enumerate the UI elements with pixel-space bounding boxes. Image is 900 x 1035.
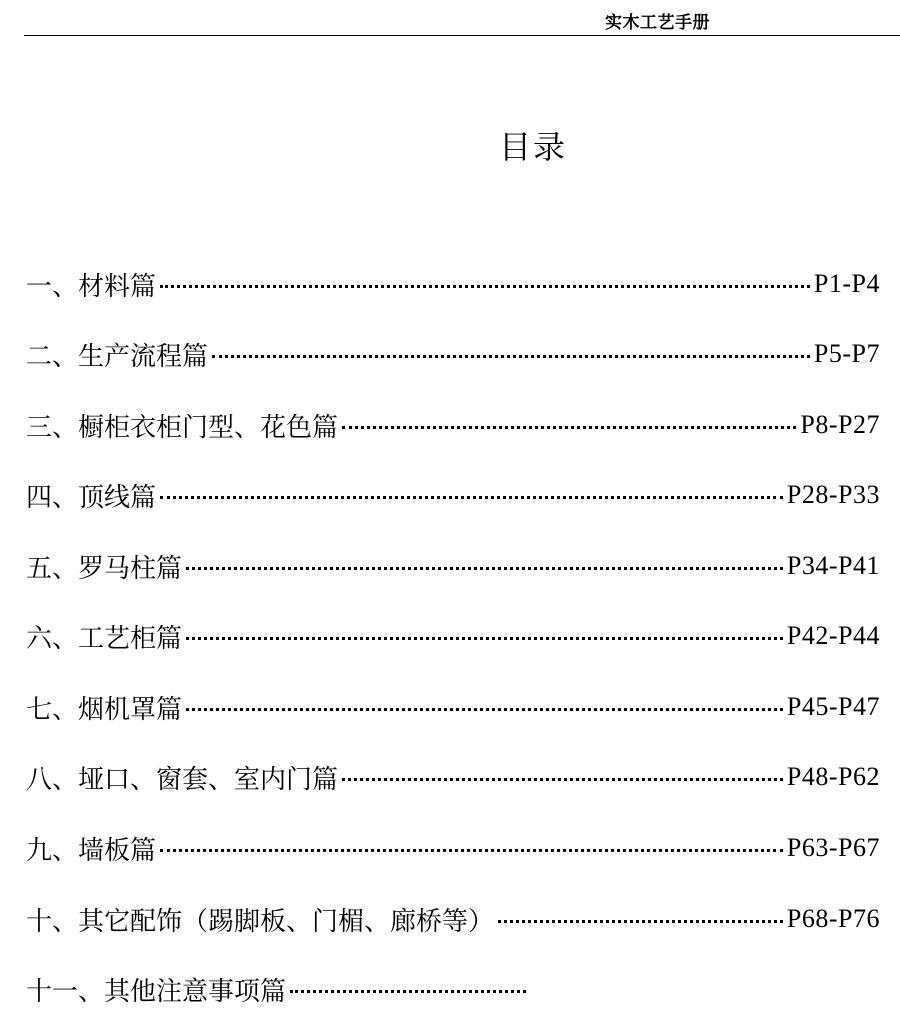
toc-dot-leader xyxy=(160,285,810,288)
toc-entry-page: P63-P67 xyxy=(786,833,880,862)
toc-entry[interactable] xyxy=(26,690,880,724)
toc-dot-leader xyxy=(290,990,526,993)
toc-entry-label: 十一、其他注意事项篇 xyxy=(26,976,287,1007)
toc-dot-leader xyxy=(498,920,783,923)
toc-dot-leader xyxy=(160,849,783,852)
toc-entry[interactable] xyxy=(26,902,880,936)
toc-entry-page: P34-P41 xyxy=(786,551,880,580)
toc-entry-label: 五、罗马柱篇 xyxy=(26,553,183,584)
toc-dot-leader xyxy=(186,637,783,640)
toc-entry[interactable] xyxy=(26,408,880,442)
toc-entry-label: 十、其它配饰（踢脚板、门楣、廊桥等） xyxy=(26,906,495,937)
toc-dot-leader xyxy=(342,778,783,781)
toc-dot-leader xyxy=(160,496,783,499)
toc-dot-leader xyxy=(186,567,783,570)
toc-entry[interactable] xyxy=(26,549,880,583)
toc-entry[interactable] xyxy=(26,337,880,371)
toc-entry-label: 一、材料篇 xyxy=(26,271,157,302)
toc-entry-page: P28-P33 xyxy=(786,480,880,509)
header-divider xyxy=(24,35,900,36)
toc-entry[interactable] xyxy=(26,831,880,865)
header-title: 实木工艺手册 xyxy=(605,13,710,33)
toc-entry-page: P42-P44 xyxy=(786,621,880,650)
toc-entry[interactable] xyxy=(26,478,880,512)
toc-entry-page: P1-P4 xyxy=(813,269,880,298)
table-of-contents-title: 目录 xyxy=(499,128,568,166)
toc-entry[interactable] xyxy=(26,760,880,794)
toc-entry-label: 六、工艺柜篇 xyxy=(26,623,183,654)
toc-entry-label: 二、生产流程篇 xyxy=(26,341,209,372)
toc-entry-page: P8-P27 xyxy=(800,410,880,439)
toc-entry-page: P45-P47 xyxy=(786,692,880,721)
toc-entry[interactable] xyxy=(26,972,530,1006)
toc-entry-page: P5-P7 xyxy=(813,339,880,368)
toc-entry-page: P68-P76 xyxy=(786,904,880,933)
toc-entry-label: 八、垭口、窗套、室内门篇 xyxy=(26,764,339,795)
toc-entry[interactable] xyxy=(26,619,880,653)
toc-entry-label: 七、烟机罩篇 xyxy=(26,694,183,725)
toc-entry-label: 三、橱柜衣柜门型、花色篇 xyxy=(26,412,339,443)
toc-entry[interactable] xyxy=(26,267,880,301)
toc-dot-leader xyxy=(212,355,810,358)
toc-dot-leader xyxy=(342,426,796,429)
toc-dot-leader xyxy=(186,708,783,711)
toc-entry-label: 四、顶线篇 xyxy=(26,482,157,513)
toc-entry-page: P48-P62 xyxy=(786,762,880,791)
toc-entry-label: 九、墙板篇 xyxy=(26,835,157,866)
